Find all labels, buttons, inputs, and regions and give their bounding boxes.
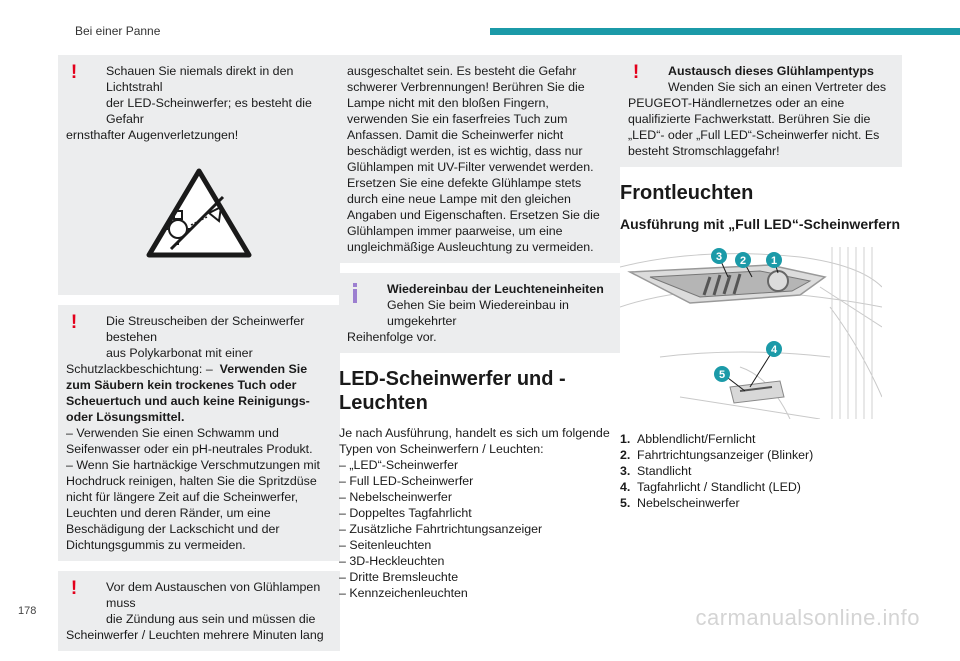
column-middle (339, 55, 620, 601)
warning-text-line: Schauen Sie niemals direkt in den Lichtstrahl (106, 64, 294, 94)
callout-5-label: 5 (718, 369, 726, 381)
callout-1-label: 1 (770, 255, 778, 267)
legend-text: Abblendlicht/Fernlicht (637, 432, 756, 446)
legend-item (620, 447, 902, 463)
legend-number: 4. (620, 480, 631, 494)
list-item: – Seitenleuchten (339, 538, 432, 552)
page-number: 178 (18, 605, 37, 617)
no-look-at-light-figure (66, 143, 332, 287)
warning-text-line: aus Polykarbonat mit einer (106, 346, 253, 360)
legend-item (620, 495, 902, 511)
callout-2-label: 2 (739, 255, 747, 267)
warning-exclamation-icon: ! (70, 312, 78, 333)
legend-text: Tagfahrlicht / Standlicht (LED) (637, 480, 801, 494)
legend-number: 1. (620, 432, 631, 446)
warning-text-line: Scheinwerfer / Leuchten mehrere Minuten lang (66, 628, 324, 642)
front-car-headlight-illustration (620, 247, 882, 419)
legend-item (620, 479, 902, 495)
info-icon (349, 283, 361, 305)
info-box-reassembly (339, 273, 620, 353)
list-item: – Nebelscheinwerfer (339, 490, 452, 504)
info-text-line: Reihenfolge vor. (347, 330, 437, 344)
warning-exclamation-icon: ! (632, 62, 640, 83)
legend-number: 3. (620, 464, 631, 478)
warning-text-line: PEUGEOT-Händlernetzes oder an eine qualifizierte Fachwerkstatt. Berühren Sie die „LED“- oder „Full LED“-Scheinwerfer nicht. Es besteht Stromschlaggefahr! (628, 96, 880, 158)
eye-light-hazard-icon (145, 167, 253, 259)
header-accent-bar (490, 28, 960, 35)
legend-text: Standlicht (637, 464, 692, 478)
warning-box-continued (339, 55, 620, 263)
warning-text-line: Die Streuscheiben der Scheinwerfer bestehen (106, 314, 305, 344)
warning-box-lens-care (58, 305, 340, 561)
legend-number: 5. (620, 496, 631, 510)
list-item: – 3D-Heckleuchten (339, 554, 445, 568)
list-item: – „LED“-Scheinwerfer (339, 458, 459, 472)
section-heading-front-lights: Frontleuchten (620, 182, 754, 204)
running-header: Bei einer Panne (75, 24, 161, 38)
warning-exclamation-icon: ! (70, 578, 78, 599)
info-title: Wiedereinbau der Leuchteneinheiten (387, 282, 604, 296)
lamp-type-list (339, 457, 620, 601)
section-heading-led: LED-Scheinwerfer und -Leuchten (339, 368, 566, 414)
subsection-heading-full-led: Ausführung mit „Full LED“-Scheinwerfern (620, 216, 901, 232)
warning-exclamation-icon: ! (70, 62, 78, 83)
warning-box-led-glare (58, 55, 340, 295)
list-item: – Kennzeichenleuchten (339, 586, 468, 600)
bullet-bold-text: Verwenden Sie zum Säubern kein trockenes Tuch oder Scheuertuch und auch keine Reinigungs- oder Lösungsmittel. (66, 362, 310, 424)
warning-text-line: ernsthafter Augenverletzungen! (66, 128, 239, 142)
warning-box-bulb-replacement (58, 571, 340, 651)
headlight-legend-list (620, 431, 902, 511)
info-text-line: Gehen Sie beim Wiedereinbau in umgekehrter (387, 298, 569, 328)
legend-number: 2. (620, 448, 631, 462)
bullet-text: – Verwenden Sie einen Schwamm und Seifenwasser oder ein pH-neutrales Produkt. (66, 426, 313, 456)
legend-text: Nebelscheinwerfer (637, 496, 740, 510)
list-item: – Zusätzliche Fahrtrichtungsanzeiger (339, 522, 543, 536)
warning-text-line: Wenden Sie sich an einen Vertreter des (668, 80, 887, 94)
column-left (58, 55, 340, 661)
list-item: – Dritte Bremsleuchte (339, 570, 459, 584)
legend-text: Fahrtrichtungsanzeiger (Blinker) (637, 448, 814, 462)
legend-item (620, 463, 902, 479)
column-right (620, 55, 902, 511)
watermark: carmanualsonline.info (695, 605, 920, 630)
bullet-text: – Wenn Sie hartnäckige Verschmutzungen mit Hochdruck reinigen, halten Sie die Spritzdüse nicht für längere Zeit auf die Scheinwerfer, Leuchten und deren Ränder, um eine Beschädigung der Lackschicht und der Dichtungsgummis zu vermeiden. (66, 458, 320, 552)
bullet-dash: – (205, 362, 213, 376)
warning-continued-text: ausgeschaltet sein. Es besteht die Gefahr schwerer Verbrennungen! Berühren Sie die Lampe nicht mit den bloßen Fingern, verwenden Sie ein faserfreies Tuch zum Anfassen. Damit die Scheinwerfer nicht beschädigt werden, ist es wichtig, dass nur Glühlampen mit UV-Filter verwendet werden. Ersetzen Sie eine defekte Glühlampe stets durch eine neue Lampe mit den gleichen Angaben und Eigenschaften. Ersetzen Sie die Glühlampen immer paarweise, um eine ungleichmäßige Ausleuchtung zu vermeiden. (347, 64, 600, 254)
section-intro: Je nach Ausführung, handelt es sich um folgende Typen von Scheinwerfern / Leuchten: (339, 426, 610, 456)
callout-3-label: 3 (715, 251, 723, 263)
callout-4-label: 4 (770, 344, 778, 356)
warning-text-line: Vor dem Austauschen von Glühlampen muss (106, 580, 321, 610)
warning-text-line: der LED-Scheinwerfer; es besteht die Gefahr (106, 96, 312, 126)
warning-box-led-type (620, 55, 902, 167)
list-item: – Full LED-Scheinwerfer (339, 474, 474, 488)
legend-item (620, 431, 902, 447)
list-item: – Doppeltes Tagfahrlicht (339, 506, 472, 520)
headlight-diagram (620, 247, 882, 419)
warning-text-line: Schutzlackbeschichtung: (66, 362, 203, 376)
warning-text-line: die Zündung aus sein und müssen die (106, 612, 316, 626)
warning-title: Austausch dieses Glühlampentyps (668, 64, 874, 78)
